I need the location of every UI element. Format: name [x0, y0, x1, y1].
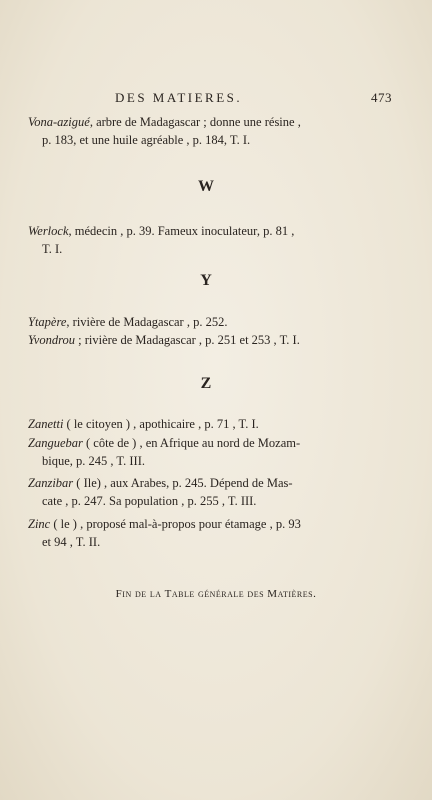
- entry-text: ; rivière de Madagascar , p. 251 et 253 , T. I.: [75, 333, 300, 347]
- index-entry: [28, 515, 388, 551]
- index-entry: [28, 434, 388, 470]
- page-number: 473: [371, 90, 392, 105]
- entry-text: , médecin , p. 39. Fameux inoculateur, p. 81 ,: [68, 224, 295, 238]
- section-letter-y: Y: [200, 272, 212, 289]
- end-of-table-note: Fin de la Table générale des Matières.: [115, 588, 317, 600]
- entry-continuation: T. I.: [42, 242, 63, 256]
- entry-headword: Zinc: [28, 517, 51, 531]
- index-entry: [28, 474, 388, 510]
- entry-text: ( côte de ) , en Afrique au nord de Mozam-: [82, 436, 301, 450]
- entry-continuation: p. 183, et une huile agréable , p. 184, T. I.: [42, 133, 251, 147]
- entry-text: ( le citoyen ) , apothicaire , p. 71 , T. I.: [63, 417, 259, 431]
- index-entry: [28, 331, 388, 349]
- entry-text: ( Ile) , aux Arabes, p. 245. Dépend de Mas-: [73, 476, 293, 490]
- entry-text: , rivière de Madagascar , p. 252.: [66, 315, 228, 329]
- section-letter-z: Z: [200, 375, 212, 392]
- section-letter-w: W: [198, 178, 214, 195]
- entry-text: ( le ) , proposé mal-à-propos pour étamage , p. 93: [50, 517, 301, 531]
- entry-headword: Werlock: [28, 224, 69, 238]
- entry-headword: Zanguebar: [28, 436, 83, 450]
- entry-headword: Zanetti: [28, 417, 64, 431]
- entry-text: , arbre de Madagascar ; donne une résine ,: [89, 115, 301, 129]
- entry-continuation: et 94 , T. II.: [42, 535, 101, 549]
- entry-continuation: bique, p. 245 , T. III.: [42, 454, 145, 468]
- entry-headword: Vona-azigué: [28, 115, 90, 129]
- entry-headword: Ytapère: [28, 315, 67, 329]
- index-entry: [28, 415, 388, 433]
- running-head-title: DES MATIERES.: [115, 90, 243, 105]
- index-entry: [28, 113, 388, 149]
- index-entry: [28, 222, 388, 258]
- index-entry: [28, 313, 388, 331]
- entry-headword: Zanzibar: [28, 476, 74, 490]
- entry-continuation: cate , p. 247. Sa population , p. 255 , T. III.: [42, 494, 257, 508]
- entry-headword: Yvondrou: [28, 333, 76, 347]
